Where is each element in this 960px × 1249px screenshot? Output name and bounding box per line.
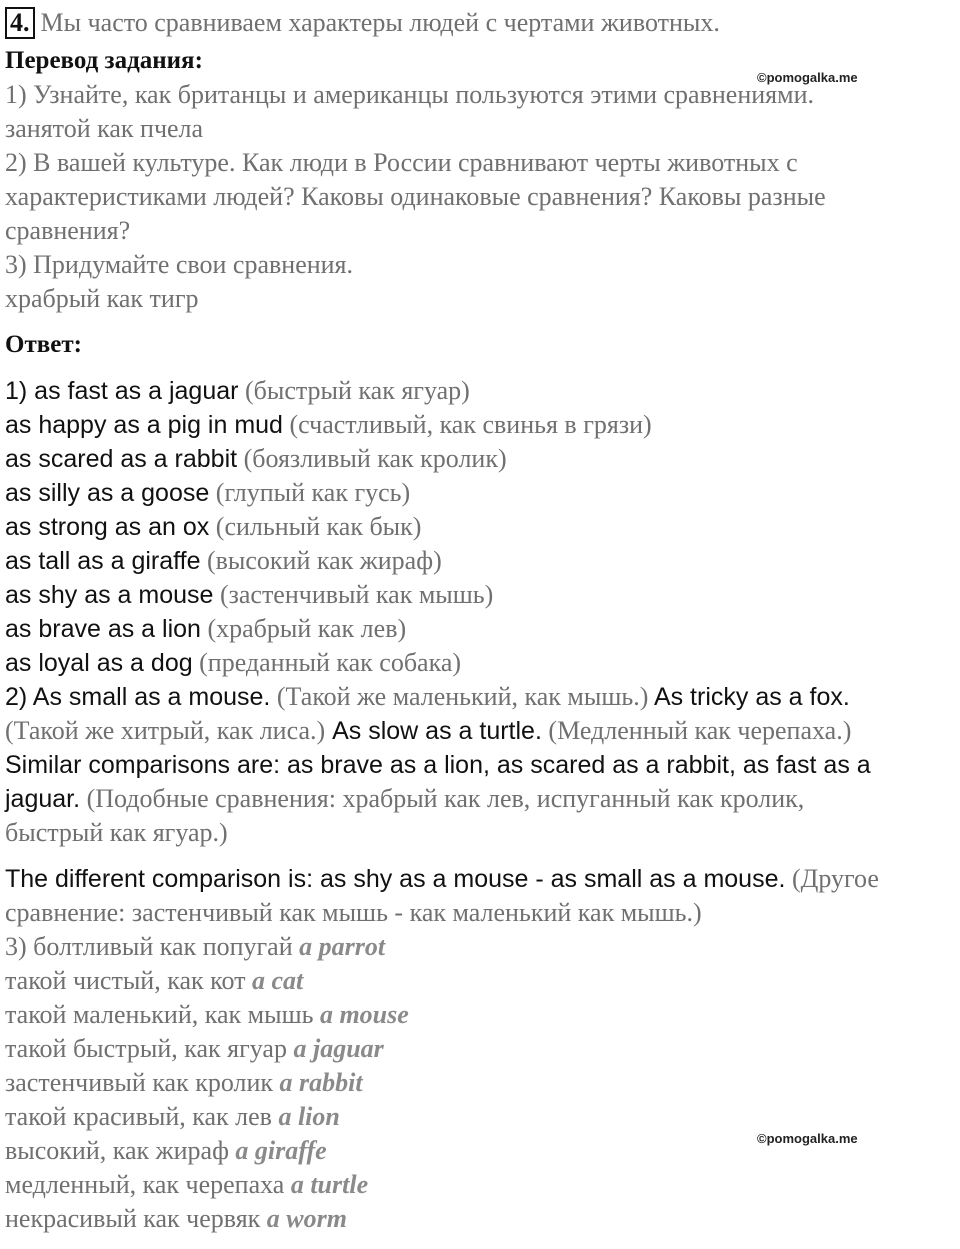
watermark: ©pomogalka.me — [757, 70, 858, 85]
part2-ru: (Другое — [785, 864, 879, 893]
simile-en: as happy as a pig in mud — [5, 411, 283, 439]
simile-ru: (быстрый как ягуар) — [238, 376, 470, 405]
translation-line: 1) Узнайте, как британцы и американцы пользуются этими сравнениями. — [5, 80, 814, 109]
simile-line — [5, 646, 960, 680]
part3-ru: медленный, как черепаха — [5, 1170, 291, 1199]
simile-ru: (храбрый как лев) — [200, 614, 407, 643]
simile-line — [5, 442, 960, 476]
part2-ru: (Медленный как черепаха.) — [541, 716, 852, 745]
simile-line — [5, 476, 960, 510]
part3-animal: a jaguar — [293, 1034, 384, 1063]
translation-line: храбрый как тигр — [5, 284, 199, 313]
translation-line: сравнения? — [5, 216, 131, 245]
part3-animal: a parrot — [299, 932, 386, 961]
part3-line — [5, 998, 960, 1032]
part2-line — [5, 748, 960, 782]
simile-ru: (глупый как гусь) — [209, 478, 411, 507]
part3-animal: a rabbit — [279, 1068, 363, 1097]
simile-line — [5, 612, 960, 646]
task-number: 4. — [5, 7, 35, 39]
part2-ru: (Такой же маленький, как мышь.) — [270, 682, 649, 711]
simile-ru: (преданный как собака) — [192, 648, 462, 677]
part3-animal: a turtle — [290, 1170, 369, 1199]
simile-en: as tall as a giraffe — [5, 547, 201, 575]
part2-line — [5, 680, 960, 714]
simile-en: as loyal as a dog — [5, 649, 193, 677]
part3-line — [5, 930, 960, 964]
part3-line — [5, 964, 960, 998]
part3-animal: a mouse — [319, 1000, 409, 1029]
translation-line: 3) Придумайте свои сравнения. — [5, 250, 354, 279]
part3-ru: такой красивый, как лев — [5, 1102, 279, 1131]
simile-en: 1) as fast as a jaguar — [5, 377, 239, 405]
simile-ru: (боязливый как кролик) — [237, 444, 507, 473]
translation-line: занятой как пчела — [5, 114, 204, 143]
part2-en: jaguar. — [5, 785, 81, 813]
translation-line: 2) В вашей культуре. Как люди в России сравнивают черты животных с — [5, 148, 798, 177]
part3-line — [5, 1066, 960, 1100]
part3-ru: такой чистый, как кот — [5, 966, 252, 995]
simile-en: as shy as a mouse — [5, 581, 214, 609]
simile-line — [5, 578, 960, 612]
part3-line — [5, 1168, 960, 1202]
part3-ru: такой быстрый, как ягуар — [5, 1034, 294, 1063]
simile-ru: (счастливый, как свинья в грязи) — [282, 410, 652, 439]
translation-line: характеристиками людей? Каковы одинаковые сравнения? Каковы разные — [5, 182, 826, 211]
part3-animal: a cat — [251, 966, 304, 995]
simile-en: as strong as an ox — [5, 513, 210, 541]
part3-line — [5, 1134, 960, 1168]
document-page — [5, 6, 960, 1236]
part2-line: сравнение: застенчивый как мышь - как маленький как мышь.) — [5, 898, 702, 927]
part3-animal: a giraffe — [235, 1136, 327, 1165]
simile-ru: (застенчивый как мышь) — [213, 580, 494, 609]
task-statement — [5, 6, 960, 40]
part2-ru: (Подобные сравнения: храбрый как лев, испуганный как кролик, — [80, 784, 805, 813]
part2-en: 2) As small as a mouse. — [5, 683, 271, 711]
part2-line — [5, 862, 960, 896]
watermark: ©pomogalka.me — [757, 1131, 858, 1146]
simile-en: as silly as a goose — [5, 479, 210, 507]
part3-ru: застенчивый как кролик — [5, 1068, 280, 1097]
part2-en: The different comparison is: as shy as a mouse - as small as a mouse. — [5, 865, 786, 893]
simile-en: as scared as a rabbit — [5, 445, 238, 473]
simile-ru: (высокий как жираф) — [200, 546, 442, 575]
simile-en: as brave as a lion — [5, 615, 201, 643]
part2-en: As tricky as a fox. — [648, 683, 850, 711]
part2-line — [5, 714, 960, 748]
simile-line — [5, 408, 960, 442]
translation-heading: Перевод задания: — [5, 47, 203, 74]
simile-line — [5, 510, 960, 544]
task-text: Мы часто сравниваем характеры людей с чертами животных. — [40, 8, 720, 37]
simile-line — [5, 374, 960, 408]
part3-line — [5, 1100, 960, 1134]
part2-en: Similar comparisons are: as brave as a lion, as scared as a rabbit, as fast as a — [5, 751, 871, 779]
part3-line — [5, 1032, 960, 1066]
simile-ru: (сильный как бык) — [209, 512, 422, 541]
part3-animal: a worm — [266, 1204, 347, 1233]
simile-line — [5, 544, 960, 578]
part3-ru: высокий, как жираф — [5, 1136, 236, 1165]
part2-line — [5, 782, 960, 816]
answer-heading: Ответ: — [5, 331, 82, 358]
part3-line — [5, 1202, 960, 1236]
part2-en: As slow as a turtle. — [325, 717, 542, 745]
part3-animal: a lion — [278, 1102, 340, 1131]
part2-ru: (Такой же хитрый, как лиса.) — [5, 716, 326, 745]
part3-ru: некрасивый как червяк — [5, 1204, 267, 1233]
part3-ru: 3) болтливый как попугай — [5, 932, 300, 961]
part2-line: быстрый как ягуар.) — [5, 818, 228, 847]
part3-ru: такой маленький, как мышь — [5, 1000, 320, 1029]
